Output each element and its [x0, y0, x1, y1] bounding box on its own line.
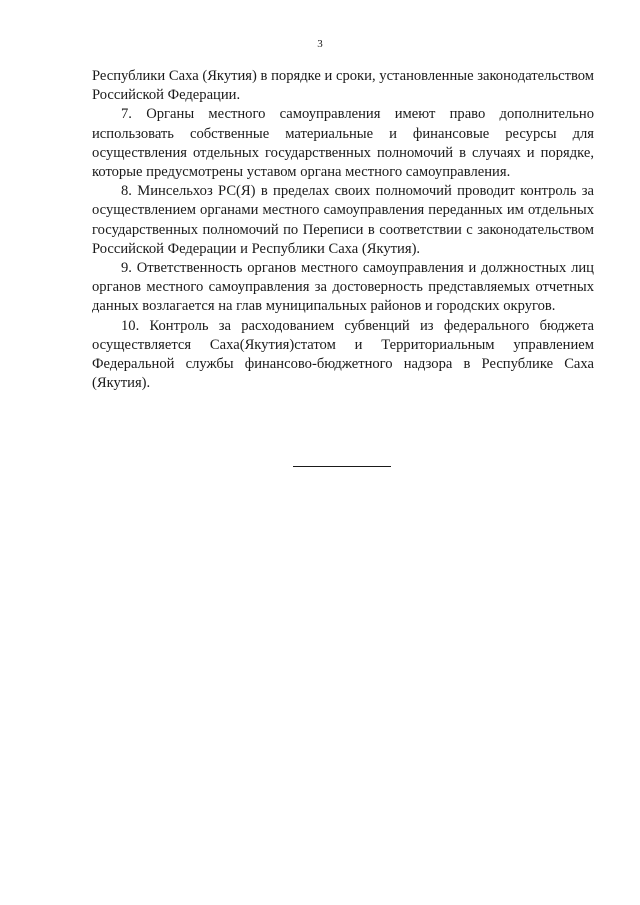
- document-body: [92, 67, 594, 393]
- paragraph-item-10: 10. Контроль за расходованием субвенций из федерального бюджета осуществляется Саха(Якутия)статом и Территориальным управлением Федеральной службы финансово-бюджетного надзора в Республике Саха (Якутия).: [92, 317, 594, 392]
- end-separator-line: [293, 466, 391, 467]
- paragraph-continuation: Республики Саха (Якутия) в порядке и сроки, установленные законодательством Российской Федерации.: [92, 68, 594, 104]
- paragraph-item-8: 8. Минсельхоз РС(Я) в пределах своих полномочий проводит контроль за осуществлением органами местного самоуправления переданных им отдельных государственных полномочий по Переписи в соответствии с законодательством Российской Федерации и Республики Саха (Якутия).: [92, 183, 594, 257]
- paragraph-item-9: 9. Ответственность органов местного самоуправления и должностных лиц органов местного самоуправления за достоверность представляемых отчетных данных возлагается на глав муниципальных районов и городских округов.: [92, 260, 594, 315]
- paragraph-item-7: 7. Органы местного самоуправления имеют право дополнительно использовать собственные материальные и финансовые ресурсы для осуществления отдельных государственных полномочий в случаях и порядке, которые предусмотрены уставом органа местного самоуправления.: [92, 106, 594, 181]
- page-number: 3: [317, 38, 323, 50]
